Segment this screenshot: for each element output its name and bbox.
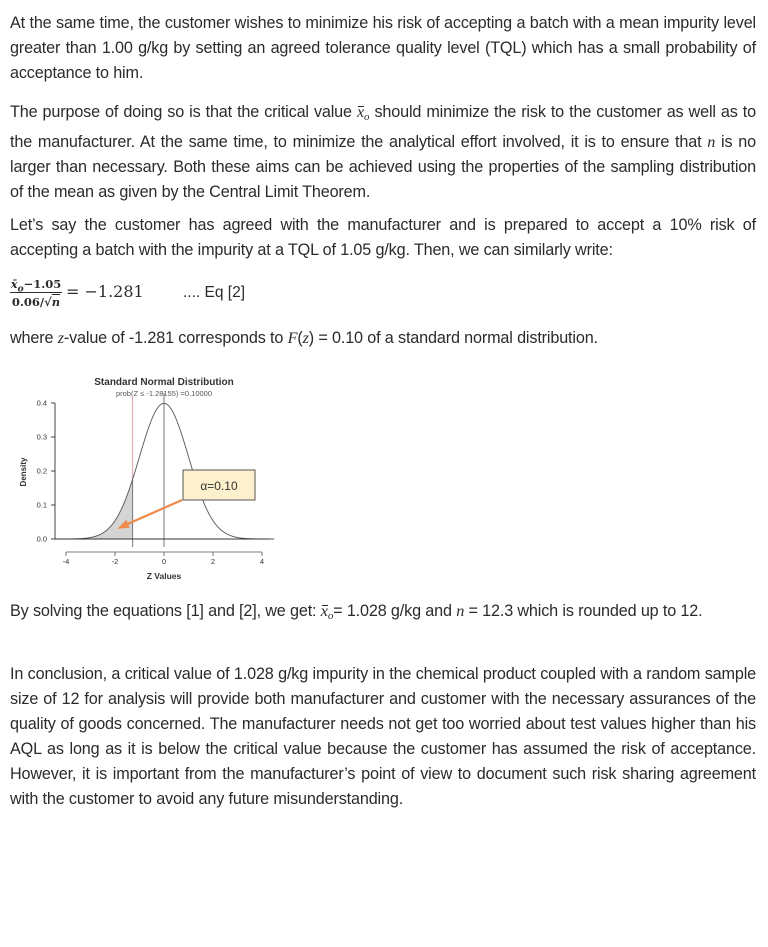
x-axis-label: Z Values: [146, 571, 182, 581]
x-symbol: x: [356, 103, 365, 121]
text-run: The purpose of doing so is that the critical value: [10, 103, 357, 121]
f-symbol: F: [287, 329, 298, 347]
text-run: By solving the equations [1] and [2], we get:: [10, 602, 321, 620]
normal-distribution-chart: [0, 362, 300, 587]
n-symbol: n: [51, 295, 61, 309]
y-axis-label: Density: [19, 457, 28, 487]
text-run: should minimize the risk to the customer as well as to the manufacturer. At the same time, to minimize the analytical effort involved, it is to ensure that: [10, 103, 756, 151]
paragraph-solution: [10, 599, 756, 629]
y-tick-label: 0.3: [36, 432, 47, 442]
critical-value-symbol: [321, 599, 333, 629]
subscript-o: o: [364, 111, 370, 123]
denominator-text: 0.06/√: [11, 295, 52, 309]
paragraph-tql-intro: At the same time, the customer wishes to minimize his risk of accepting a batch with a mean impurity level greater than 1.00 g/kg by setting an agreed tolerance quality level (TQL) which has a small probability of acceptance to him.: [10, 14, 756, 82]
x-symbol: x: [320, 602, 328, 620]
text-run: = 12.3 which is rounded up to 12.: [464, 602, 703, 620]
paragraph-conclusion: In conclusion, a critical value of 1.028 g/kg impurity in the chemical product coupled with a random sample size of 12 for analysis will provide both manufacturer and customer with the necessary assurances of the quality of goods concerned. The manufacturer needs not get too worried about test values higher than his AQL as long as it is below the critical value because the customer has assumed the risk of acceptance. However, it is important from the manufacturer’s point of view to document such risk sharing agreement with the customer to avoid any future misunderstanding.: [10, 665, 756, 808]
x-tick-label: 4: [259, 557, 265, 566]
text-run: -value of -1.281 corresponds to: [63, 329, 288, 347]
subscript-o: o: [17, 284, 24, 295]
y-tick-label: 0.4: [36, 398, 47, 408]
n-symbol: n: [456, 602, 465, 620]
text-run: where: [10, 329, 58, 347]
chart-subtitle: prob(Z ≤ -1.28155) =0.10000: [115, 389, 213, 398]
shaded-tail-area: [66, 479, 133, 539]
critical-value-symbol: [357, 100, 369, 130]
x-tick-label: 2: [210, 557, 216, 566]
x-bar-symbol: x̄: [10, 277, 18, 291]
x-tick-label: -4: [62, 557, 70, 566]
equation-label: .... Eq [2]: [183, 284, 246, 301]
paragraph-customer-agreement: Let’s say the customer has agreed with the manufacturer and is prepared to accept a 10% risk of accepting a batch with the impurity at a TQL of 1.05 g/kg. Then, we can similarly write:: [10, 216, 756, 259]
numerator-rest: −1.05: [23, 277, 62, 291]
z-symbol: z: [302, 329, 309, 347]
x-tick-label: 0: [161, 557, 167, 566]
n-symbol: n: [707, 133, 716, 151]
subscript-o: o: [327, 610, 334, 622]
text-run: = 1.028 g/kg and: [333, 602, 457, 620]
z-symbol: z: [57, 329, 64, 347]
chart-title: Standard Normal Distribution: [94, 377, 234, 388]
text-run: (: [297, 329, 303, 347]
annotation-callout-text: α=0.10: [200, 479, 238, 493]
text-run: ) = 0.10 of a standard normal distribution.: [308, 329, 598, 347]
y-tick-label: 0.2: [36, 466, 47, 476]
fraction-denominator: [10, 293, 62, 309]
text-run: is no larger than necessary. Both these aims can be achieved using the properties of the sampling distribution of the mean as given by the Central Limit Theorem.: [10, 133, 756, 201]
y-tick-label: 0.0: [36, 534, 47, 544]
equation-rhs: = −1.281: [66, 282, 144, 301]
paragraph-purpose: [10, 100, 756, 205]
fraction-numerator: [10, 276, 62, 293]
equation-fraction: [10, 276, 62, 309]
y-tick-label: 0.1: [36, 500, 47, 510]
paragraph-z-value: [10, 326, 756, 351]
x-tick-label: -2: [111, 557, 119, 566]
